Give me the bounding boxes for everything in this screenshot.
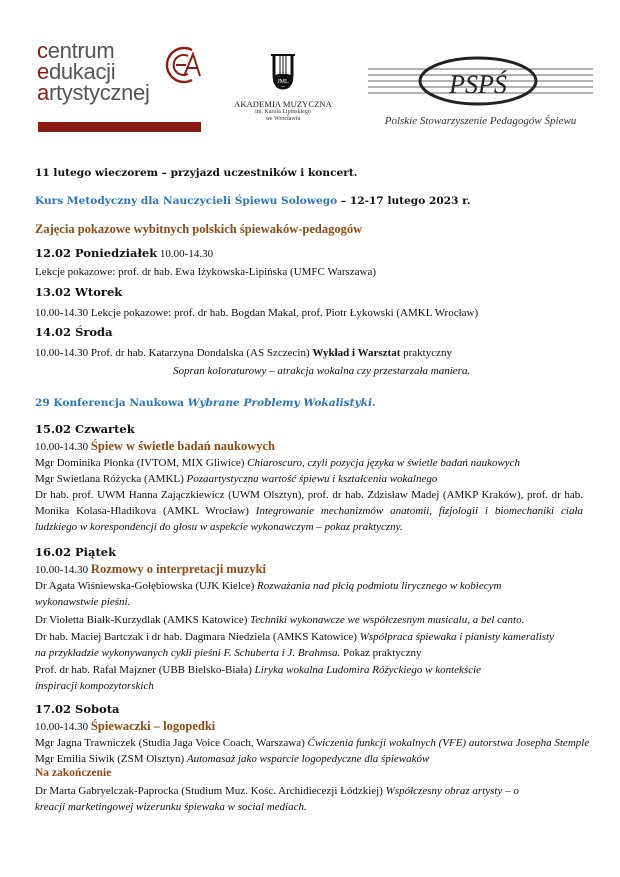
svg-text:JML: JML — [277, 79, 289, 85]
talk-item-closing: Dr Marta Gabryelczak-Paprocka (Studium Muz. Kośc. Archidiecezji Łódzkiej) Współczesny obraz artysty – o kreacji marketingowej wizerunku śpiewaka w social mediach. — [35, 785, 519, 813]
cea-monogram-icon — [162, 44, 204, 86]
psps-staff-monogram-icon — [368, 55, 593, 113]
talk-item: Dr Agata Wiśniewska-Gołębiowska (UJK Kielce) Rozważania nad płcią podmiotu lirycznego w kobiecym wykonawstwie pieśni. — [35, 580, 502, 608]
day-label: 12.02 Poniedziałek — [35, 246, 158, 260]
course-dates: – 12-17 lutego 2023 r. — [337, 195, 471, 207]
day-14-02-subtitle: Sopran koloraturowy – atrakcja wokalna czy przestarzała maniera. — [173, 365, 471, 377]
talk-item: Mgr Jagna Trawniczek (Studia Jaga Voice Coach, Warszawa) Ćwiczenia funkcji wokalnych (VFE) autorstwa Josepha Stemple — [35, 737, 590, 749]
day-15-02: 15.02 Czwartek — [35, 422, 135, 436]
day-12-02 — [35, 244, 213, 262]
header-logos — [0, 0, 620, 150]
demo-section-title: Zajęcia pokazowe wybitnych polskich śpiewaków-pedagogów — [35, 222, 363, 236]
talk-item: Mgr Swietlana Różycka (AMKL) Pozaartystyczna wartość śpiewu i kształcenia wokalnego — [35, 473, 438, 485]
talk-item: Dr Violetta Białk-Kurzydlak (AMKS Katowice) Techniki wykonawcze we współczesnym musicalu, a bel canto. — [35, 614, 525, 626]
intro-line: 11 lutego wieczorem – przyjazd uczestników i koncert. — [35, 167, 358, 179]
amk-sub2: we Wrocławiu — [265, 116, 301, 122]
day-14-02: 14.02 Środa — [35, 325, 113, 339]
day-17-02: 17.02 Sobota — [35, 702, 120, 716]
svg-text:PSPŚ: PSPŚ — [449, 70, 507, 99]
day-13-02: 13.02 Wtorek — [35, 285, 123, 299]
cea-red-bar — [38, 122, 201, 132]
talk-item: Prof. dr hab. Rafał Majzner (UBB Bielsko-Biała) Liryka wokalna Ludomira Różyckiego w kontekście inspiracji kompozytorskich — [35, 664, 482, 692]
day-12-02-text: Lekcje pokazowe: prof. dr hab. Ewa Iżykowska-Lipińska (UMFC Warszawa) — [35, 266, 377, 278]
talk-item: Mgr Dominika Płonka (IVTOM, MIX Gliwice) Chiaroscuro, czyli pozycja języka w świetle badań naukowych — [35, 457, 521, 469]
day-time: 10.00-14.30 — [157, 248, 214, 260]
logo-akademia-muzyczna — [228, 52, 338, 123]
day-17-02-topic-line: 10.00-14.30 Śpiewaczki – logopedki — [35, 719, 216, 733]
day-16-02: 16.02 Piątek — [35, 545, 117, 559]
logo-centrum-edukacji-artystycznej — [37, 40, 207, 135]
day-15-02-topic-line: 10.00-14.30 Śpiew w świetle badań naukowych — [35, 439, 275, 453]
day-16-02-topic-line: 10.00-14.30 Rozmowy o interpretacji muzyki — [35, 562, 267, 576]
talk-item: Dr hab. prof. UWM Hanna Zajączkiewicz (UWM Olsztyn), prof. dr hab. Zdzisław Madej (AMKP Kraków), prof. dr hab. Monika Kolasa-Hladikova (AMKL Wrocław) Integrowanie mechanizmów anatomii, fizjologii i biomechaniki ciała ludzkiego w korespondencji do głosu w aspekcie wykonawczym – pokaz praktyczny. — [35, 489, 583, 533]
talk-item: Mgr Emilia Siwik (ZSM Olsztyn) Automasaż jako wsparcie logopedyczne dla śpiewaków — [35, 753, 430, 765]
cea-wordmark: centrum edukacji artystycznej — [37, 38, 150, 105]
closing-label: Na zakończenie — [35, 767, 112, 779]
amk-sub1: im. Karola Lipińskiego — [255, 109, 311, 115]
course-title: Kurs Metodyczny dla Nauczycieli Śpiewu Solowego — [35, 195, 338, 207]
logo-psps — [368, 55, 593, 140]
conference-heading: 29 Konferencja Naukowa Wybrane Problemy Wokalistyki. — [35, 397, 376, 409]
talk-item: Dr hab. Maciej Bartczak i dr hab. Dagmara Niedziela (AMKS Katowice) Współpraca śpiewaka i pianisty kameralisty na przykładzie wykonywanych cykli pieśni F. Schuberta i J. Brahmsa. Pokaz praktyczny — [35, 631, 554, 659]
day-14-02-text: 10.00-14.30 Prof. dr hab. Katarzyna Dondalska (AS Szczecin) Wykład i Warsztat praktyczny — [35, 347, 453, 359]
amk-name: AKADEMIA MUZYCZNA — [234, 99, 332, 109]
day-13-02-text: 10.00-14.30 Lekcje pokazowe: prof. dr hab. Bogdan Makal, prof. Piotr Łykowski (AMKL Wrocław) — [35, 307, 479, 319]
course-heading — [35, 195, 470, 207]
psps-org-name: Polskie Stowarzyszenie Pedagogów Śpiewu — [384, 115, 577, 127]
lyre-icon — [270, 52, 296, 92]
